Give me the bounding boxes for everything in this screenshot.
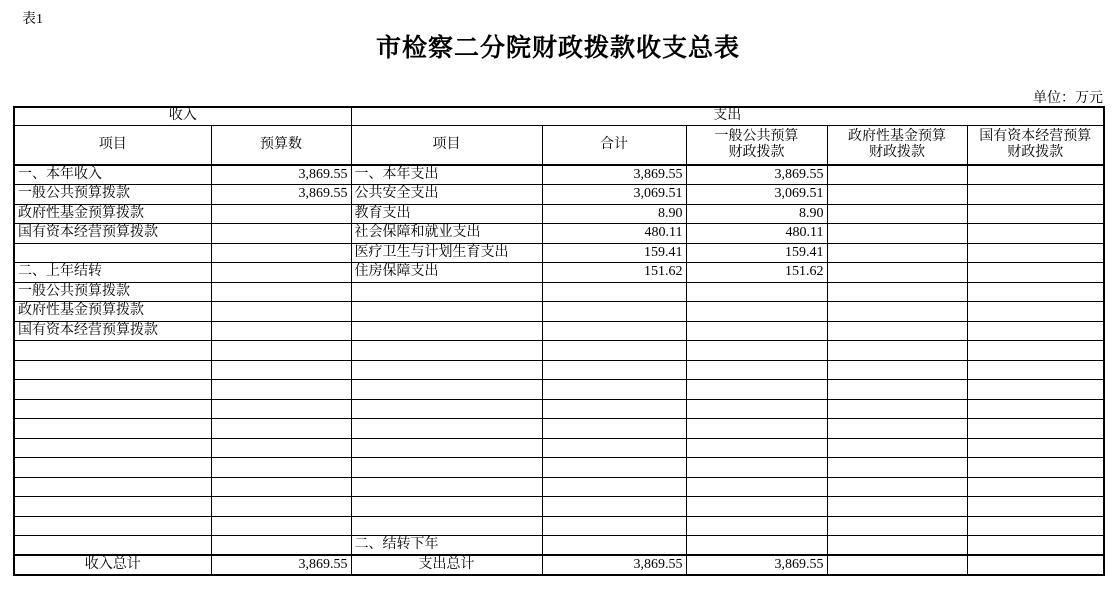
expense-item-cell	[351, 438, 542, 458]
general-budget-header-line2: 财政拨款	[728, 144, 785, 160]
income-budget-cell	[211, 282, 351, 302]
income-item-cell: 政府性基金预算拨款	[14, 204, 211, 224]
income-budget-cell	[211, 204, 351, 224]
expense-statecapital-cell	[967, 282, 1104, 302]
expense-general-cell: 151.62	[686, 263, 827, 283]
expense-general-cell	[686, 321, 827, 341]
expense-general-cell	[686, 536, 827, 556]
unit-note: 单位：万元	[1033, 91, 1103, 106]
income-item-cell: 国有资本经营预算拨款	[14, 224, 211, 244]
expense-statecapital-cell	[967, 360, 1104, 380]
expense-total-cell: 3,869.55	[542, 165, 686, 185]
table-row	[14, 438, 1104, 458]
table-row	[14, 185, 1104, 205]
income-budget-cell	[211, 263, 351, 283]
income-item-cell	[14, 243, 211, 263]
expense-govfund-cell	[827, 341, 967, 361]
income-item-cell: 一般公共预算拨款	[14, 282, 211, 302]
income-budget-cell: 3,869.55	[211, 185, 351, 205]
expense-item-cell: 住房保障支出	[351, 263, 542, 283]
expense-statecapital-cell	[967, 419, 1104, 439]
expense-statecapital-cell	[967, 263, 1104, 283]
income-budget-cell	[211, 458, 351, 478]
expense-general-cell	[686, 497, 827, 517]
income-item-header: 项目	[14, 125, 211, 165]
table-row	[14, 497, 1104, 517]
expense-total-cell: 8.90	[542, 204, 686, 224]
expense-general-cell: 480.11	[686, 224, 827, 244]
expense-total-cell	[542, 399, 686, 419]
expense-govfund-cell	[827, 321, 967, 341]
expense-general-cell	[686, 419, 827, 439]
income-budget-cell	[211, 536, 351, 556]
expense-total-cell	[542, 477, 686, 497]
expense-general-cell	[686, 360, 827, 380]
expense-general-cell: 8.90	[686, 204, 827, 224]
expense-total-cell: 3,869.55	[542, 555, 686, 575]
expense-govfund-cell	[827, 516, 967, 536]
table-row	[14, 282, 1104, 302]
expense-item-cell: 社会保障和就业支出	[351, 224, 542, 244]
expense-general-cell	[686, 341, 827, 361]
income-item-cell: 政府性基金预算拨款	[14, 302, 211, 322]
expense-item-cell	[351, 321, 542, 341]
expense-general-cell	[686, 477, 827, 497]
general-budget-header-line1: 一般公共预算	[714, 128, 799, 144]
expense-statecapital-cell	[967, 302, 1104, 322]
income-budget-cell: 3,869.55	[211, 165, 351, 185]
expense-item-cell	[351, 458, 542, 478]
expense-govfund-cell	[827, 243, 967, 263]
income-budget-header: 预算数	[211, 125, 351, 165]
expense-general-cell: 3,069.51	[686, 185, 827, 205]
expense-total-cell	[542, 516, 686, 536]
income-item-cell: 收入总计	[14, 555, 211, 575]
table-row	[14, 341, 1104, 361]
expense-item-cell	[351, 302, 542, 322]
expense-item-cell	[351, 516, 542, 536]
expense-total-cell: 159.41	[542, 243, 686, 263]
expense-total-cell	[542, 341, 686, 361]
income-budget-cell	[211, 341, 351, 361]
expense-govfund-cell	[827, 458, 967, 478]
header-columns-row	[14, 125, 1104, 165]
expense-total-cell	[542, 536, 686, 556]
expense-total-cell	[542, 360, 686, 380]
expense-statecapital-cell	[967, 165, 1104, 185]
income-item-cell	[14, 536, 211, 556]
table-row	[14, 302, 1104, 322]
expense-total-cell: 480.11	[542, 224, 686, 244]
income-budget-cell	[211, 321, 351, 341]
state-capital-header	[967, 125, 1104, 165]
expense-statecapital-cell	[967, 399, 1104, 419]
expense-govfund-cell	[827, 185, 967, 205]
expense-govfund-cell	[827, 204, 967, 224]
expense-statecapital-cell	[967, 380, 1104, 400]
expense-item-cell	[351, 497, 542, 517]
expense-govfund-cell	[827, 555, 967, 575]
expense-general-cell	[686, 282, 827, 302]
income-item-cell	[14, 380, 211, 400]
income-budget-cell	[211, 243, 351, 263]
expense-item-cell	[351, 360, 542, 380]
expense-total-cell	[542, 438, 686, 458]
expense-govfund-cell	[827, 438, 967, 458]
table-row	[14, 399, 1104, 419]
income-group-header: 收入	[14, 107, 351, 125]
income-item-cell	[14, 360, 211, 380]
expense-total-header: 合计	[542, 125, 686, 165]
expense-item-cell	[351, 282, 542, 302]
expense-govfund-cell	[827, 380, 967, 400]
income-budget-cell	[211, 380, 351, 400]
expense-total-cell	[542, 302, 686, 322]
income-budget-cell	[211, 516, 351, 536]
expense-govfund-cell	[827, 165, 967, 185]
expense-govfund-cell	[827, 302, 967, 322]
expense-item-cell	[351, 399, 542, 419]
expense-govfund-cell	[827, 360, 967, 380]
income-budget-cell	[211, 224, 351, 244]
expense-total-cell	[542, 419, 686, 439]
table-row	[14, 204, 1104, 224]
table-row	[14, 380, 1104, 400]
expense-item-cell: 一、本年支出	[351, 165, 542, 185]
income-item-cell	[14, 399, 211, 419]
expense-general-cell	[686, 438, 827, 458]
expense-statecapital-cell	[967, 341, 1104, 361]
expense-item-cell: 二、结转下年	[351, 536, 542, 556]
gov-fund-header-line1: 政府性基金预算	[848, 128, 946, 144]
expense-general-cell	[686, 399, 827, 419]
expense-statecapital-cell	[967, 536, 1104, 556]
income-item-cell: 二、上年结转	[14, 263, 211, 283]
expense-item-header: 项目	[351, 125, 542, 165]
gov-fund-header	[827, 125, 967, 165]
expense-general-cell	[686, 302, 827, 322]
expense-general-cell: 159.41	[686, 243, 827, 263]
income-budget-cell	[211, 477, 351, 497]
expense-item-cell: 医疗卫生与计划生育支出	[351, 243, 542, 263]
table-row	[14, 263, 1104, 283]
expense-total-cell: 151.62	[542, 263, 686, 283]
income-budget-cell	[211, 360, 351, 380]
expense-govfund-cell	[827, 224, 967, 244]
expense-total-cell	[542, 321, 686, 341]
fiscal-summary-table	[13, 106, 1105, 576]
table-row	[14, 321, 1104, 341]
income-item-cell	[14, 438, 211, 458]
expense-general-cell: 3,869.55	[686, 165, 827, 185]
expense-statecapital-cell	[967, 438, 1104, 458]
expense-total-cell	[542, 458, 686, 478]
expense-total-cell	[542, 497, 686, 517]
expense-govfund-cell	[827, 419, 967, 439]
expense-statecapital-cell	[967, 321, 1104, 341]
expense-total-cell	[542, 380, 686, 400]
expense-statecapital-cell	[967, 204, 1104, 224]
expense-general-cell: 3,869.55	[686, 555, 827, 575]
expense-item-cell	[351, 380, 542, 400]
expense-statecapital-cell	[967, 224, 1104, 244]
state-capital-header-line2: 财政拨款	[1007, 144, 1064, 160]
header-group-row	[14, 107, 1104, 125]
expense-govfund-cell	[827, 477, 967, 497]
table-row	[14, 555, 1104, 575]
income-item-cell: 一、本年收入	[14, 165, 211, 185]
expense-total-cell: 3,069.51	[542, 185, 686, 205]
income-item-cell	[14, 341, 211, 361]
table-row	[14, 419, 1104, 439]
expense-govfund-cell	[827, 497, 967, 517]
income-item-cell: 国有资本经营预算拨款	[14, 321, 211, 341]
income-item-cell	[14, 477, 211, 497]
table-row	[14, 536, 1104, 556]
general-budget-header	[686, 125, 827, 165]
expense-govfund-cell	[827, 263, 967, 283]
gov-fund-header-line2: 财政拨款	[869, 144, 925, 160]
table-row	[14, 165, 1104, 185]
income-item-cell	[14, 497, 211, 517]
income-budget-cell	[211, 438, 351, 458]
expense-general-cell	[686, 458, 827, 478]
expense-statecapital-cell	[967, 555, 1104, 575]
expense-statecapital-cell	[967, 185, 1104, 205]
table-row	[14, 224, 1104, 244]
expense-total-cell	[542, 282, 686, 302]
expense-statecapital-cell	[967, 458, 1104, 478]
expense-statecapital-cell	[967, 243, 1104, 263]
page-title: 市检察二分院财政拨款收支总表	[375, 35, 740, 62]
income-item-cell	[14, 419, 211, 439]
expense-item-cell: 公共安全支出	[351, 185, 542, 205]
table-row	[14, 516, 1104, 536]
expense-govfund-cell	[827, 399, 967, 419]
expense-item-cell: 教育支出	[351, 204, 542, 224]
income-budget-cell: 3,869.55	[211, 555, 351, 575]
income-budget-cell	[211, 302, 351, 322]
expense-statecapital-cell	[967, 497, 1104, 517]
expense-general-cell	[686, 380, 827, 400]
expense-item-cell: 支出总计	[351, 555, 542, 575]
table-row	[14, 243, 1104, 263]
expense-govfund-cell	[827, 282, 967, 302]
state-capital-header-line1: 国有资本经营预算	[979, 128, 1092, 144]
income-budget-cell	[211, 497, 351, 517]
table-row	[14, 477, 1104, 497]
income-item-cell	[14, 516, 211, 536]
expense-item-cell	[351, 477, 542, 497]
expense-statecapital-cell	[967, 477, 1104, 497]
income-item-cell	[14, 458, 211, 478]
table-row	[14, 458, 1104, 478]
expense-general-cell	[686, 516, 827, 536]
expense-item-cell	[351, 341, 542, 361]
table-number-label: 表1	[22, 12, 43, 27]
expense-group-header: 支出	[351, 107, 1104, 125]
income-item-cell: 一般公共预算拨款	[14, 185, 211, 205]
expense-item-cell	[351, 419, 542, 439]
income-budget-cell	[211, 399, 351, 419]
expense-statecapital-cell	[967, 516, 1104, 536]
income-budget-cell	[211, 419, 351, 439]
table-row	[14, 360, 1104, 380]
expense-govfund-cell	[827, 536, 967, 556]
